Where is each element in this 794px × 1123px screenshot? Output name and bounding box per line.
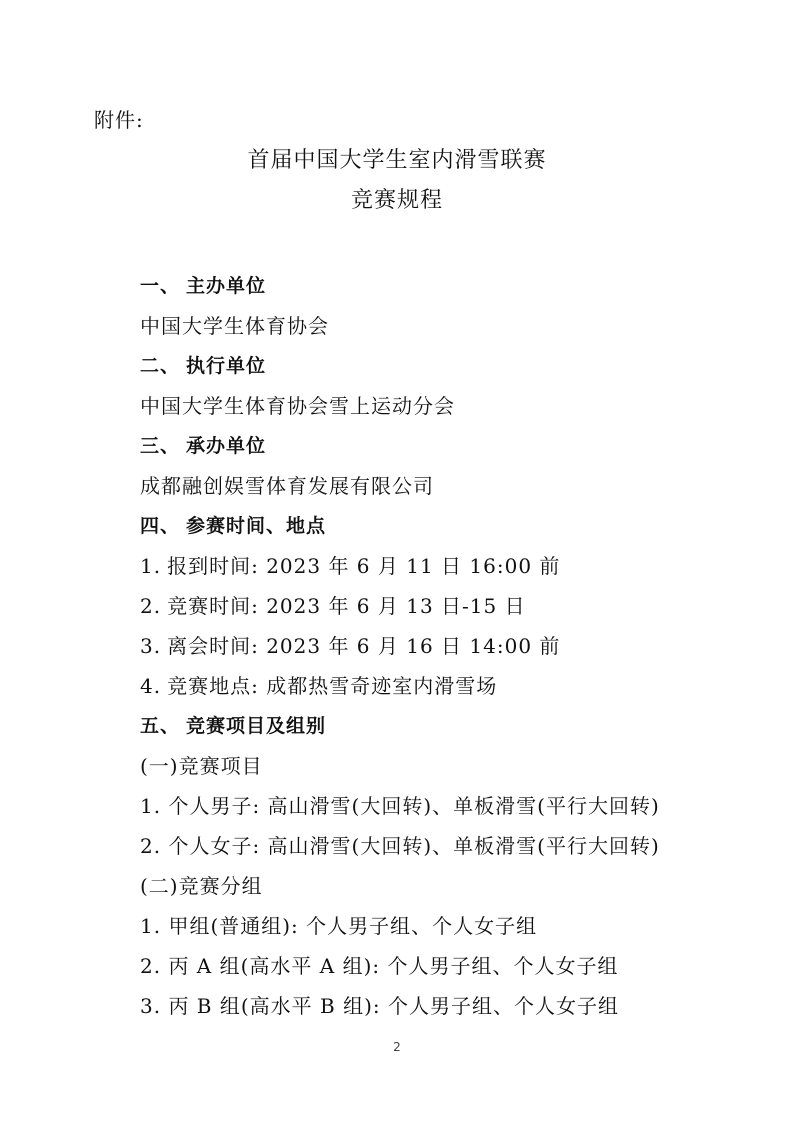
section-title: 竞赛项目及组别 bbox=[186, 715, 327, 737]
section-title: 主办单位 bbox=[186, 275, 267, 297]
document-subtitle: 竞赛规程 bbox=[350, 188, 443, 213]
item-text: 丙 B 组(高水平 B 组): 个人男子组、个人女子组 bbox=[168, 994, 619, 1018]
item-text: 丙 A 组(高水平 A 组): 个人男子组、个人女子组 bbox=[168, 954, 619, 978]
item-number: 2. bbox=[140, 594, 162, 618]
subsection-title-events: (一)竞赛项目 bbox=[140, 754, 263, 778]
list-item bbox=[140, 546, 740, 586]
item-number: 2. bbox=[140, 834, 162, 858]
item-number: 3. bbox=[140, 634, 162, 658]
document-body bbox=[140, 266, 740, 1026]
section-body: 中国大学生体育协会雪上运动分会 bbox=[140, 394, 455, 418]
section-number: 一、 bbox=[140, 275, 181, 297]
section-body: 成都融创娱雪体育发展有限公司 bbox=[140, 474, 434, 498]
section-heading-time-place bbox=[140, 506, 740, 546]
list-item bbox=[140, 626, 740, 666]
item-number: 1. bbox=[140, 554, 162, 578]
section-title: 执行单位 bbox=[186, 355, 267, 377]
item-number: 2. bbox=[140, 954, 162, 978]
item-text: 个人女子: 高山滑雪(大回转)、单板滑雪(平行大回转) bbox=[168, 834, 660, 858]
page-number: 2 bbox=[393, 1040, 401, 1054]
section-title: 参赛时间、地点 bbox=[186, 515, 327, 537]
attachment-label: 附件: bbox=[94, 108, 144, 132]
item-number: 1. bbox=[140, 914, 162, 938]
section-heading-organizer bbox=[140, 266, 740, 306]
section-number: 四、 bbox=[140, 515, 181, 537]
section-heading-host bbox=[140, 426, 740, 466]
item-text: 竞赛地点: 成都热雪奇迹室内滑雪场 bbox=[167, 674, 498, 698]
item-text: 报到时间: 2023 年 6 月 11 日 16:00 前 bbox=[167, 554, 561, 578]
item-number: 4. bbox=[140, 674, 162, 698]
section-body: 中国大学生体育协会 bbox=[140, 314, 329, 338]
list-item bbox=[140, 826, 740, 866]
section-heading-executor bbox=[140, 346, 740, 386]
section-number: 二、 bbox=[140, 355, 181, 377]
list-item bbox=[140, 586, 740, 626]
list-item bbox=[140, 906, 740, 946]
section-title: 承办单位 bbox=[186, 435, 267, 457]
section-number: 五、 bbox=[140, 715, 181, 737]
section-number: 三、 bbox=[140, 435, 181, 457]
subsection-title-groups: (二)竞赛分组 bbox=[140, 874, 263, 898]
section-heading-events-groups bbox=[140, 706, 740, 746]
item-number: 1. bbox=[140, 794, 162, 818]
item-text: 甲组(普通组): 个人男子组、个人女子组 bbox=[168, 914, 538, 938]
item-text: 竞赛时间: 2023 年 6 月 13 日-15 日 bbox=[167, 594, 526, 618]
list-item bbox=[140, 786, 740, 826]
document-title: 首届中国大学生室内滑雪联赛 bbox=[247, 148, 547, 173]
item-text: 离会时间: 2023 年 6 月 16 日 14:00 前 bbox=[167, 634, 561, 658]
list-item bbox=[140, 986, 740, 1026]
list-item bbox=[140, 666, 740, 706]
item-number: 3. bbox=[140, 994, 162, 1018]
item-text: 个人男子: 高山滑雪(大回转)、单板滑雪(平行大回转) bbox=[168, 794, 660, 818]
list-item bbox=[140, 946, 740, 986]
